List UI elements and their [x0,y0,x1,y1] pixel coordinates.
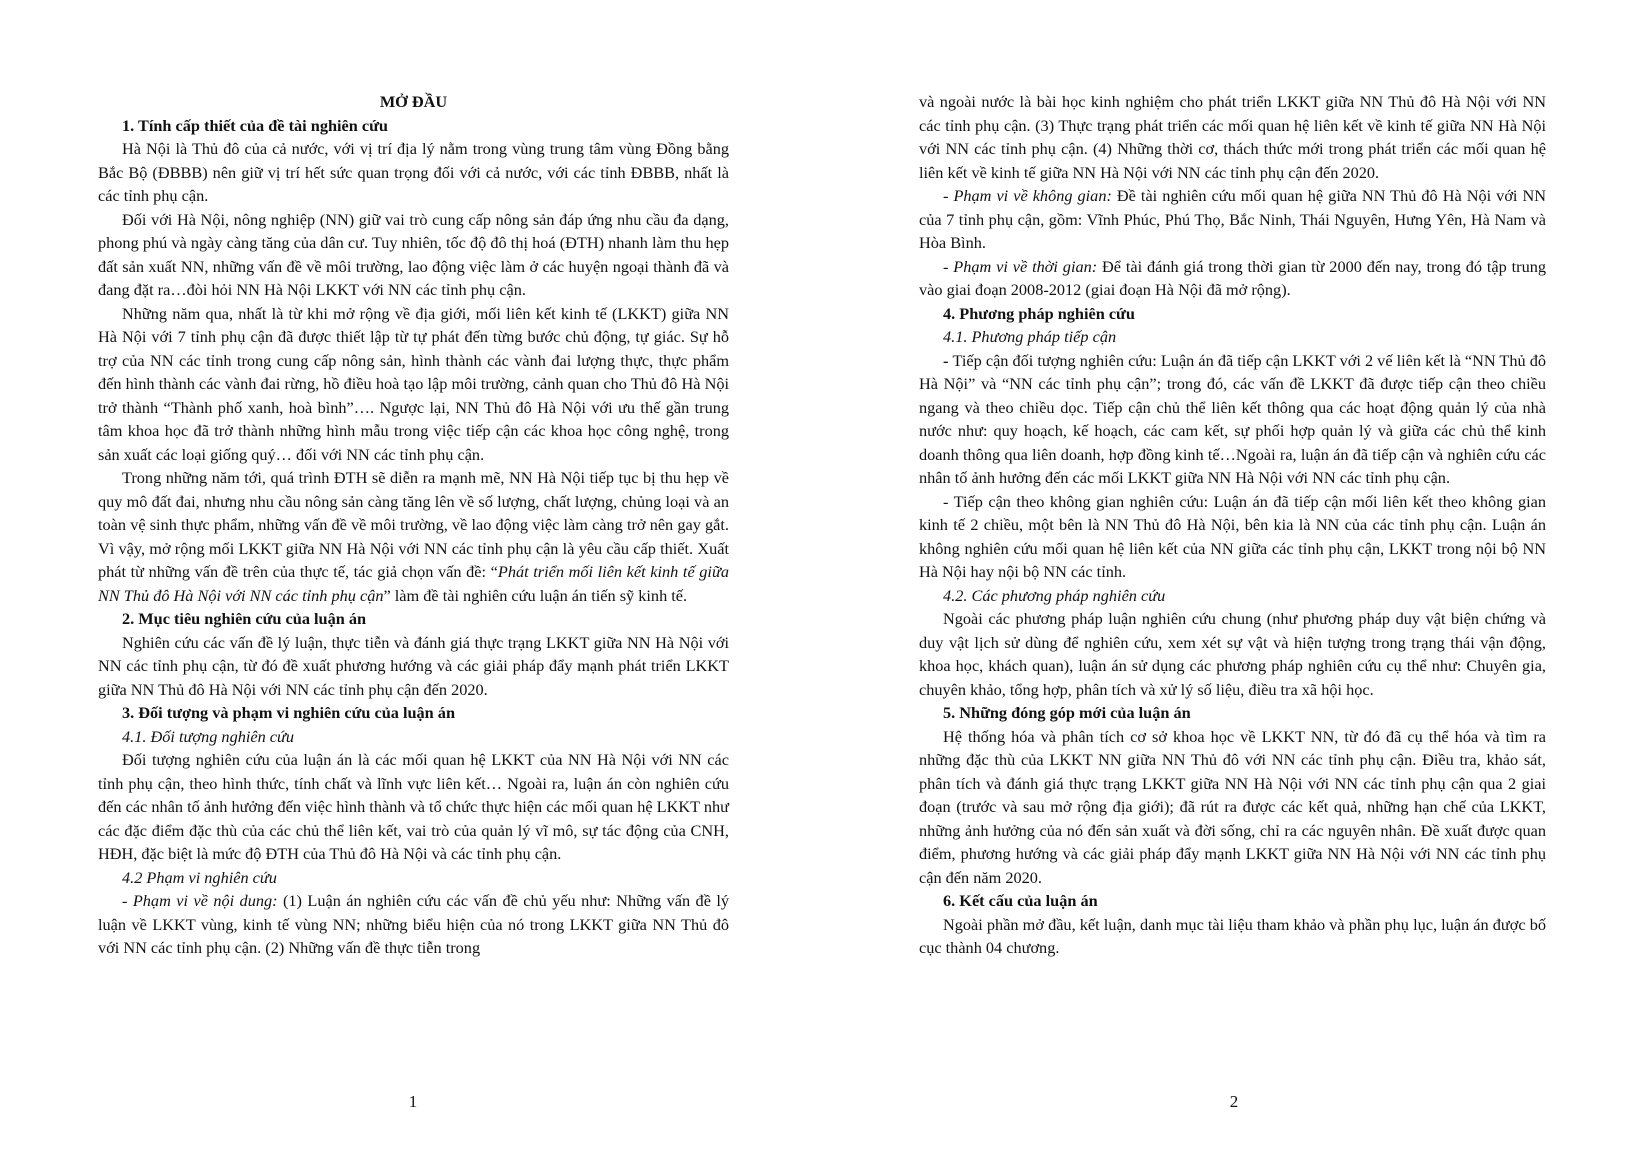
scope-label: - Phạm vi về không gian: [943,186,1112,205]
paragraph: và ngoài nước là bài học kinh nghiệm cho phát triển LKKT giữa NN Thủ đô Hà Nội với NN các tỉnh phụ cận. (3) Thực trạng phát triển các mối quan hệ liên kết về kinh tế giữa NN Hà Nội với NN các tỉnh phụ cận. (4) Những thời cơ, thách thức mới trong phát triển các mối quan hệ liên kết về kinh tế giữa NN Hà Nội với NN các tỉnh phụ cận đến 2020. [919,92,1546,182]
paragraph [919,349,1546,490]
scope-label: - Phạm vi về nội dung: [122,891,278,910]
text-run: Tiếp cận đối tượng nghiên cứu: Luận án đã tiếp cận LKKT với 2 vế liên kết là “NN Thủ đô Hà Nội” và “NN các tỉnh phụ cận”; trong đó, các vấn đề LKKT đã được tiếp cận theo chiều ngang và theo chiều dọc. Tiếp cận chủ thể liên kết thông qua các hoạt động quản lý của nhà nước như: quy hoạch, kế hoạch, các cam kết, sự phối hợp quản lý và giữa các chủ thể kinh doanh thông qua liên doanh, hợp đồng kinh tế…Ngoài ra, luận án đã tiếp cận và nghiên cứu các nhân tố ảnh hưởng đến các mối LKKT giữa NN Hà Nội với NN các tỉnh phụ cận. [919,350,1546,487]
page-number: 2 [1229,1092,1239,1111]
subsection-heading: 4.2 Phạm vi nghiên cứu [122,867,277,887]
paragraph: Hà Nội là Thủ đô của cả nước, với vị trí địa lý nằm trong vùng trung tâm vùng Đồng bằng Bắc Bộ (ĐBBB) nên giữ vị trí hết sức quan trọng đối với cả nước, với các tỉnh ĐBBB, nhất là các tỉnh phụ cận. [98,139,729,205]
paragraph: - Tiếp cận theo không gian nghiên cứu: Luận án đã tiếp cận mối liên kết theo không gian kinh tế 2 chiều, một bên là NN Thủ đô Hà Nội, bên kia là NN của các tỉnh phụ cận. Luận án không nghiên cứu mối quan hệ liên kết của NN giữa các tỉnh phụ cận, LKKT trong nội bộ NN Hà Nội hay nội bộ NN các tỉnh. [919,491,1546,581]
paragraph: Những năm qua, nhất là từ khi mở rộng về địa giới, mối liên kết kinh tế (LKKT) giữa NN Hà Nội với 7 tỉnh phụ cận đã được thiết lập từ tự phát đến từng bước chủ động, tự giác. Sự hỗ trợ của NN các tỉnh trong cung cấp nông sản, hình thành các vành đai lượng thực, thực phẩm đến hình thành các vành đai rừng, hồ điều hoà tạo lập môi trường, cảnh quan cho Thủ đô Hà Nội trở thành “Thành phố xanh, hoà bình”…. Ngược lại, NN Thủ đô Hà Nội với ưu thế gần trung tâm khoa học đã trở thành những hình mẫu trong việc tiếp cận các khoa học công nghệ, trong sản xuất các loại giống quý… đối với NN các tỉnh phụ cận. [98,303,729,464]
section-heading-2: 2. Mục tiêu nghiên cứu của luận án [122,609,367,628]
paragraph: Đối với Hà Nội, nông nghiệp (NN) giữ vai trò cung cấp nông sản đáp ứng nhu cầu đa dạng, phong phú và ngày càng tăng của dân cư. Tuy nhiên, tốc độ đô thị hoá (ĐTH) nhanh làm thu hẹp đất sản xuất NN, những vấn đề về môi trường, lao động việc làm ở các huyện ngoại thành đã và đang đặt ra…đòi hỏi NN Hà Nội LKKT với NN các tỉnh phụ cận. [98,209,729,299]
page-number: 1 [408,1092,418,1111]
text-run: (1) Luận án nghiên cứu các vấn đề chủ yếu như: Những vấn đề lý luận về LKKT vùng, kinh tế vùng NN; những biểu hiện của nó trong LKKT giữa NN Thủ đô với NN các tỉnh phụ cận. (2) Những vấn đề thực tiễn trong [98,891,730,957]
section-heading-5: 5. Những đóng góp mới của luận án [943,703,1191,722]
section-heading-1: 1. Tính cấp thiết của đề tài nghiên cứu [122,115,388,135]
text-run: Để tài đánh giá trong thời gian từ 2000 đến nay, trong đó tập trung vào giai đoạn 2008-2012 (giai đoạn Hà Nội đã mở rộng). [919,256,1546,299]
paragraph: Đối tượng nghiên cứu của luận án là các mối quan hệ LKKT của NN Hà Nội với NN các tỉnh phụ cận, theo hình thức, tính chất và lĩnh vực liên kết… Ngoài ra, luận án còn nghiên cứu đến các nhân tố ảnh hưởng đến việc hình thành và tổ chức thực hiện các mối quan hệ LKKT như các đặc điểm đặc thù của các chủ thể liên kết, vai trò của quản lý vĩ mô, sự tác động của CNH, HĐH, đặc biệt là mức độ ĐTH của Thủ đô Hà Nội và các tỉnh phụ cận. [98,750,729,863]
subsection-heading: 4.2. Các phương pháp nghiên cứu [943,585,1166,605]
paragraph: Hệ thống hóa và phân tích cơ sở khoa học về LKKT NN, từ đó đã cụ thể hóa và tìm ra những đặc thù của LKKT NN giữa NN Thủ đô với NN các tỉnh phụ cận. Điều tra, khảo sát, phân tích và đánh giá thực trạng LKKT giữa NN Hà Nội với NN các tỉnh phụ cận qua 2 giai đoạn (trước và sau mở rộng địa giới); đã rút ra được các kết quả, những hạn chế của LKKT, những ảnh hưởng của nó đến sản xuất và đời sống, chỉ ra các nguyên nhân. Đề xuất được quan điểm, phương hướng và các giải pháp đẩy mạnh LKKT giữa NN Hà Nội với NN các tỉnh phụ cận đến năm 2020. [919,726,1546,887]
page-right [919,90,1546,960]
paragraph [98,466,729,607]
subsection-heading: 4.1. Đối tượng nghiên cứu [122,726,295,746]
section-heading-3: 3. Đối tượng và phạm vi nghiên cứu của luận án [122,703,455,722]
text-run: Đề tài nghiên cứu mối quan hệ giữa NN Thủ đô Hà Nội với NN của 7 tỉnh phụ cận, gồm: Vĩnh Phúc, Phú Thọ, Bắc Ninh, Thái Nguyên, Hưng Yên, Hà Nam và Hòa Bình. [919,186,1546,252]
text-run: Trong những năm tới, quá trình ĐTH sẽ diễn ra mạnh mẽ, NN Hà Nội tiếp tục bị thu hẹp về quy mô đất đai, nhưng nhu cầu nông sản càng tăng lên về số lượng, chất lượng, chủng loại và an toàn vệ sinh thực phẩm, những vấn đề về môi trường, về lao động việc làm càng trở nên gay gắt. Vì vậy, mở rộng mối LKKT giữa NN Hà Nội với NN các tỉnh phụ cận là yêu cầu cấp thiết. Xuất phát từ những vấn đề trên của thực tế, tác giả chọn vấn đề: “ [98,468,729,581]
section-heading-6: 6. Kết cấu của luận án [943,891,1098,910]
paragraph: Ngoài phần mở đầu, kết luận, danh mục tài liệu tham khảo và phần phụ lục, luận án được bố cục thành 04 chương. [919,914,1546,957]
paragraph [919,255,1546,302]
section-heading-4: 4. Phương pháp nghiên cứu [943,303,1135,323]
scope-label: - Phạm vi về thời gian: [943,256,1098,276]
page-left [98,90,729,960]
paragraph [919,184,1546,255]
text-run: ” làm đề tài nghiên cứu luận án tiến sỹ kinh tế. [383,585,688,605]
thesis-topic-title: Phát triển mối liên kết kinh tế giữa NN Thủ đô Hà Nội với NN các tỉnh phụ cận [98,562,729,605]
paragraph [98,889,729,960]
paragraph: Nghiên cứu các vấn đề lý luận, thực tiễn và đánh giá thực trạng LKKT giữa NN Hà Nội với NN các tỉnh phụ cận, từ đó đề xuất phương hướng và các giải pháp đẩy mạnh phát triển LKKT giữa NN Thủ đô Hà Nội với NN các tỉnh phụ cận đến 2020. [98,632,729,699]
dash-marker: - [943,350,953,370]
paragraph: Ngoài các phương pháp luận nghiên cứu chung (như phương pháp duy vật biện chứng và duy vật lịch sử dùng để nghiên cứu, xem xét sự vật và hiện tượng trong trạng thái vận động, khoa học, khách quan), luận án sử dụng các phương pháp nghiên cứu cụ thể như: Chuyên gia, chuyên khảo, tổng hợp, phân tích và xử lý số liệu, điều tra xã hội học. [919,609,1546,699]
document-title: MỞ ĐẦU [379,92,448,111]
subsection-heading: 4.1. Phương pháp tiếp cận [943,327,1117,346]
